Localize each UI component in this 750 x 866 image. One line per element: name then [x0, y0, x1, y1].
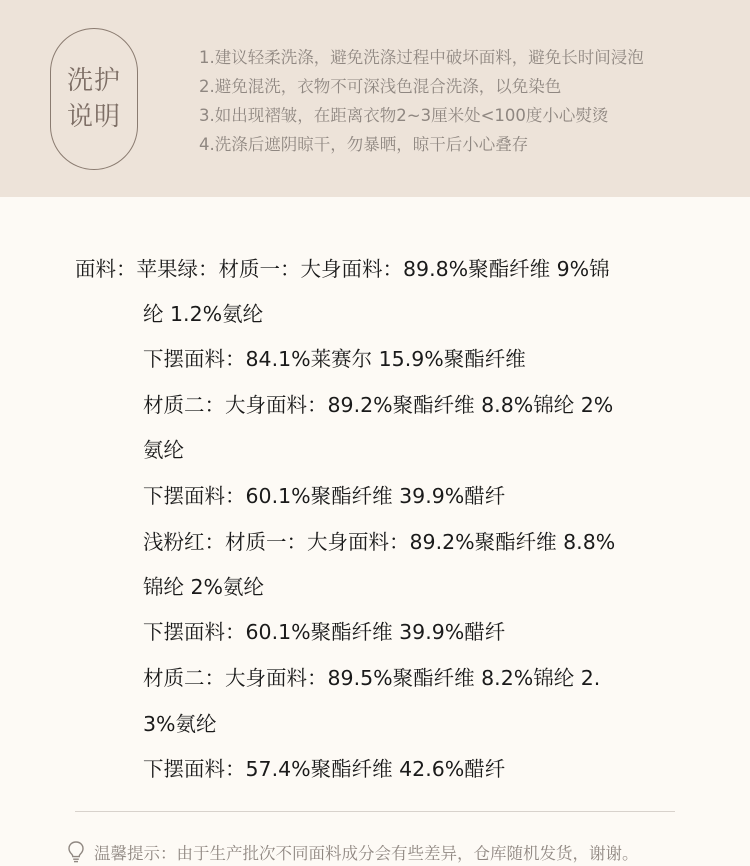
care-instructions-band — [0, 0, 750, 197]
fabric-line: 下摆面料：60.1%聚酯纤维 39.9%醋纤 — [143, 620, 506, 644]
fabric-line: 氨纶 — [143, 438, 184, 462]
fabric-line: 下摆面料：57.4%聚酯纤维 42.6%醋纤 — [143, 757, 506, 781]
care-title-line1: 洗护 — [66, 66, 121, 96]
fabric-line: 材质二：大身面料：89.2%聚酯纤维 8.8%锦纶 2% — [143, 393, 614, 417]
care-instructions-list — [199, 43, 644, 159]
fabric-line: 材质二：大身面料：89.5%聚酯纤维 8.2%锦纶 2. — [143, 666, 601, 690]
care-item: 2.避免混洗，衣物不可深浅色混合洗涤，以免染色 — [199, 77, 562, 96]
care-item: 1.建议轻柔洗涤，避免洗涤过程中破坏面料，避免长时间浸泡 — [199, 48, 644, 67]
notice-tip — [66, 838, 639, 866]
lightbulb-icon — [66, 840, 86, 864]
notice-text: 温馨提示：由于生产批次不同面料成分会有些差异，仓库随机发货，谢谢。 — [94, 844, 639, 863]
fabric-line: 浅粉红：材质一：大身面料：89.2%聚酯纤维 8.8% — [143, 530, 616, 554]
care-title-line2: 说明 — [66, 102, 121, 132]
care-item: 4.洗涤后遮阴晾干，勿暴晒，晾干后小心叠存 — [199, 135, 529, 154]
fabric-line: 纶 1.2%氨纶 — [143, 302, 264, 326]
section-divider — [75, 811, 675, 812]
fabric-line: 锦纶 2%氨纶 — [143, 575, 265, 599]
fabric-line: 下摆面料：84.1%莱赛尔 15.9%聚酯纤维 — [143, 347, 526, 371]
fabric-line: 3%氨纶 — [143, 712, 217, 736]
care-item: 3.如出现褶皱，在距离衣物2~3厘米处<100度小心熨烫 — [199, 106, 609, 125]
fabric-line: 下摆面料：60.1%聚酯纤维 39.9%醋纤 — [143, 484, 506, 508]
care-title-badge — [50, 28, 138, 170]
fabric-line: 面料：苹果绿：材质一：大身面料：89.8%聚酯纤维 9%锦 — [75, 257, 610, 281]
